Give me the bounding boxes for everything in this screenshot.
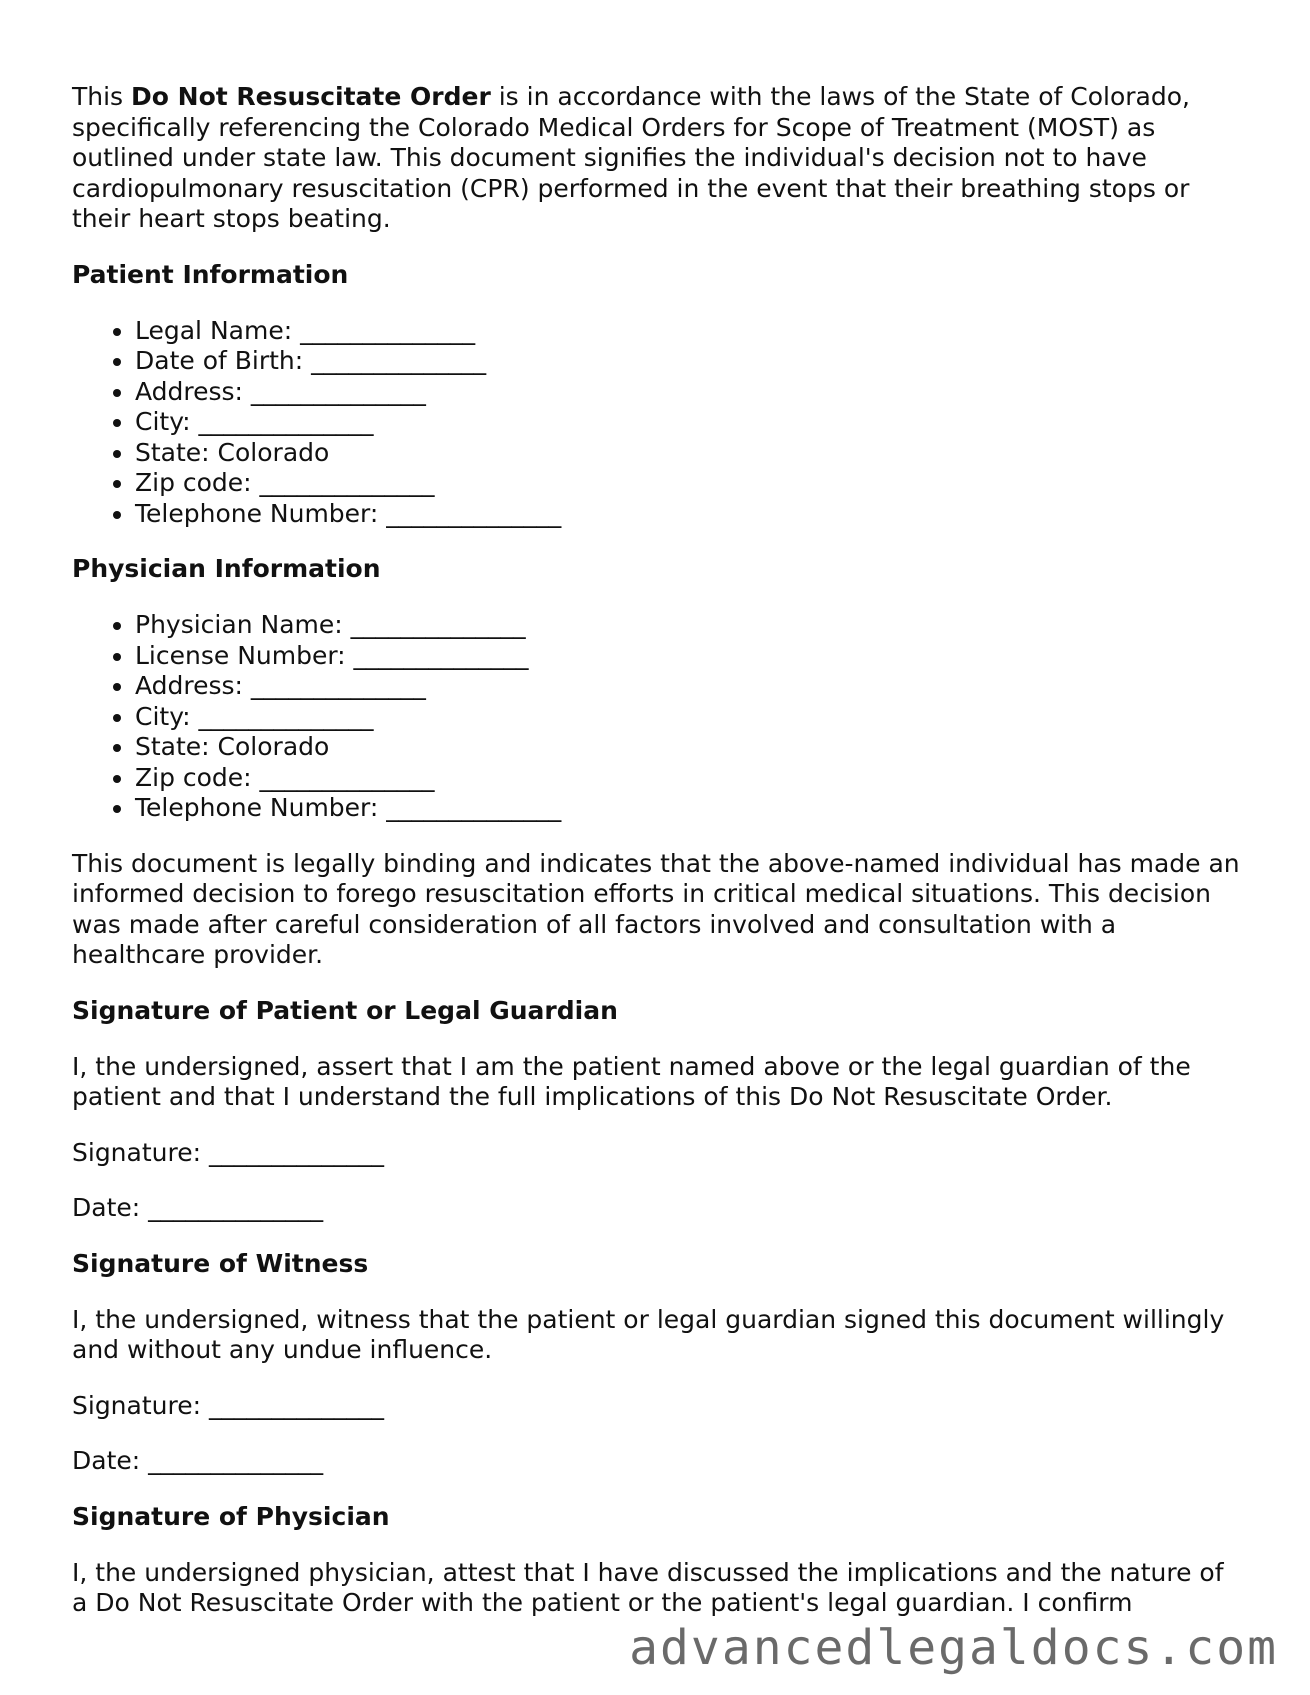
patient-phone-field: • Telephone Number: ______________ [135,499,1242,530]
intro-text: is in accordance with the laws of the State of Colorado, specifically referencing the Colorado Medical Orders for Scope of Treatment (MOST) as outlined under state law. This document signifies the individual's decision not to have cardiopulmonary resuscitation (CPR) performed in the event that their breathing stops or their heart stops beating. [72,82,1190,233]
patient-info-heading: Patient Information [72,259,349,289]
physician-state-field: • State: Colorado [135,732,1242,763]
witness-signature-statement: I, the undersigned, witness that the patient or legal guardian signed this document willingly and without any undue influence. [72,1304,1225,1364]
document-title: Do Not Resuscitate Order [131,82,491,111]
physician-zip-field: • Zip code: ______________ [135,763,1242,794]
witness-signature-line: Signature: ______________ [72,1390,384,1420]
physician-info-list [72,610,1242,824]
patient-date-line: Date: ______________ [72,1193,324,1222]
patient-info-list [72,316,1242,530]
intro-prefix: This [72,82,132,111]
physician-license-field: • License Number: ______________ [135,641,1242,672]
binding-statement: This document is legally binding and indicates that the above-named individual has made an informed decision to forego resuscitation efforts in critical medical situations. This decision was made after careful consideration of all factors involved and consultation with a healthcare provider. [72,848,1240,969]
witness-signature-heading: Signature of Witness [72,1248,369,1278]
patient-state-field: • State: Colorado [135,438,1242,469]
physician-city-field: • City: ______________ [135,702,1242,733]
physician-info-heading: Physician Information [72,554,381,583]
physician-signature-statement: I, the undersigned physician, attest that I have discussed the implications and the nature of a Do Not Resuscitate Order with the patient or the patient's legal guardian. I confirm [72,1557,1224,1617]
patient-zip-field: • Zip code: ______________ [135,468,1242,499]
intro-paragraph [72,82,1242,235]
patient-legal-name-field: • Legal Name: ______________ [135,316,1242,347]
watermark: advancedlegaldocs.com [629,1620,1278,1676]
document-body [72,82,1242,1644]
physician-phone-field: • Telephone Number: ______________ [135,793,1242,824]
patient-signature-line: Signature: ______________ [72,1137,384,1167]
patient-dob-field: • Date of Birth: ______________ [135,346,1242,377]
physician-signature-heading: Signature of Physician [72,1501,390,1531]
patient-address-field: • Address: ______________ [135,377,1242,408]
witness-date-line: Date: ______________ [72,1446,324,1475]
physician-address-field: • Address: ______________ [135,671,1242,702]
physician-name-field: • Physician Name: ______________ [135,610,1242,641]
patient-city-field: • City: ______________ [135,407,1242,438]
patient-signature-heading: Signature of Patient or Legal Guardian [72,995,618,1025]
patient-signature-statement: I, the undersigned, assert that I am the patient named above or the legal guardian of the patient and that I understand the full implications of this Do Not Resuscitate Order. [72,1051,1191,1111]
